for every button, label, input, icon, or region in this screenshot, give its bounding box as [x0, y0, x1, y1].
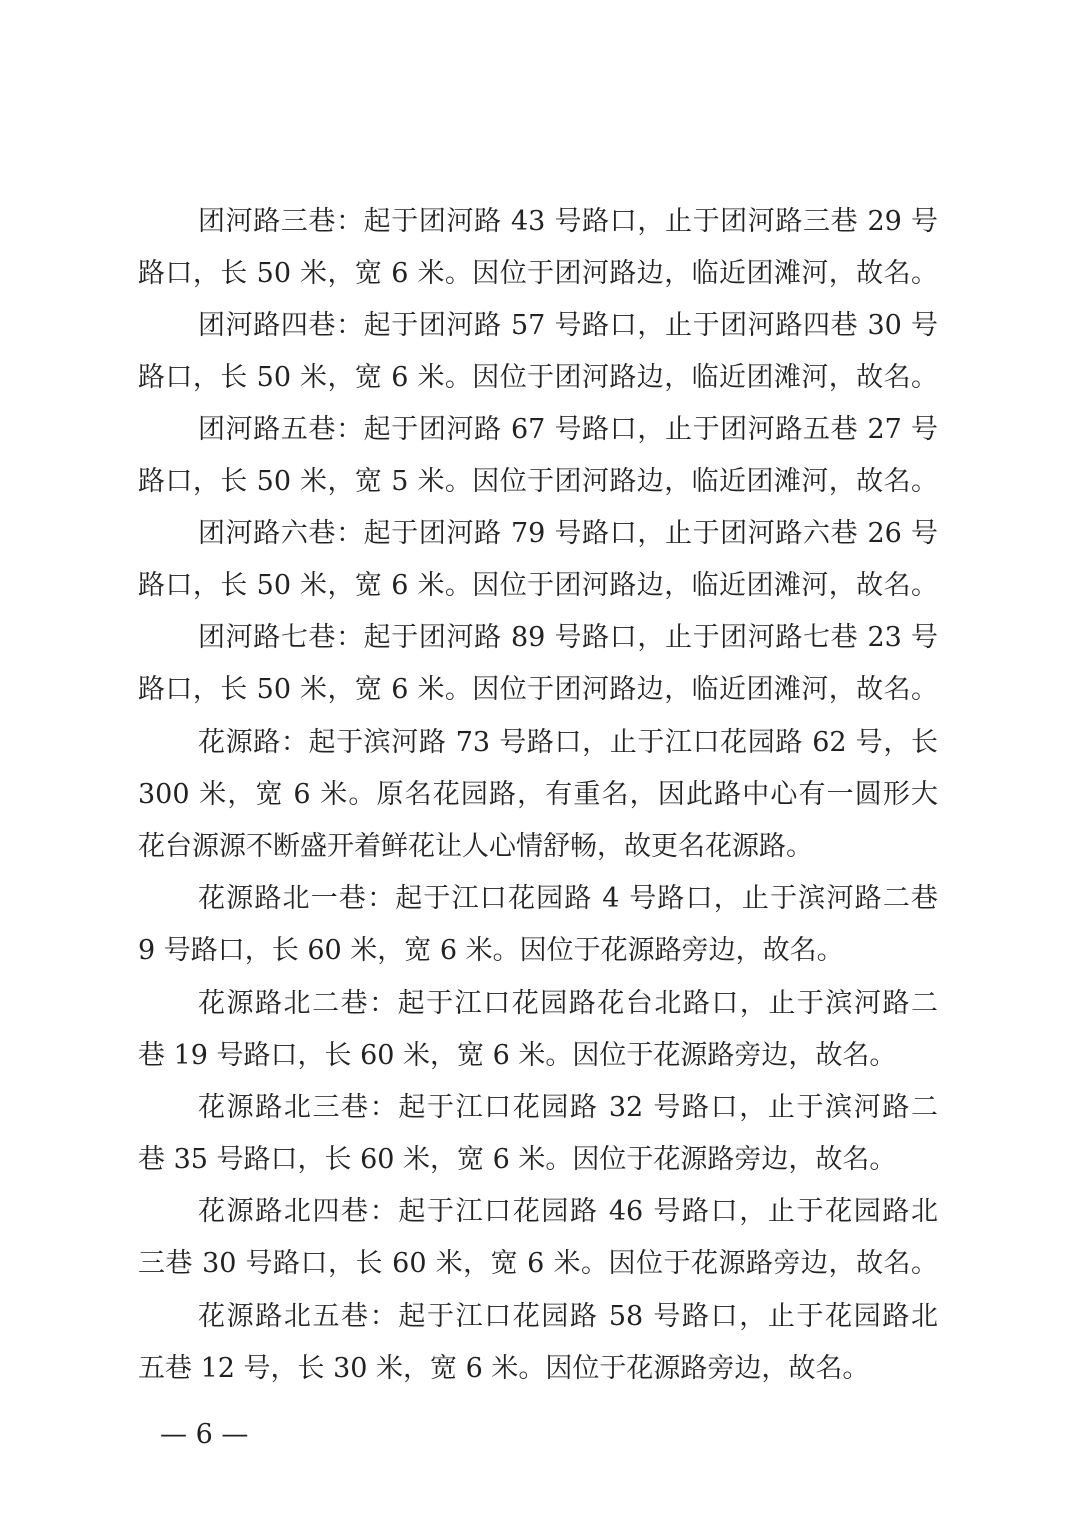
paragraph-line: 团河路三巷：起于团河路 43 号路口，止于团河路三巷 29 号 [198, 206, 938, 237]
paragraph-line: 花源路北三巷：起于江口花园路 32 号路口，止于滨河路二 [198, 1092, 938, 1123]
paragraph-line: 路口，长 50 米，宽 6 米。因位于团河路边，临近团滩河，故名。 [138, 570, 938, 601]
paragraph-line: 花源路：起于滨河路 73 号路口，止于江口花园路 62 号，长 [198, 727, 938, 758]
paragraph-line: 巷 19 号路口，长 60 米，宽 6 米。因位于花源路旁边，故名。 [138, 1040, 897, 1071]
paragraph-line: 路口，长 50 米，宽 6 米。因位于团河路边，临近团滩河，故名。 [138, 258, 938, 289]
paragraph-line: 团河路五巷：起于团河路 67 号路口，止于团河路五巷 27 号 [198, 414, 938, 445]
paragraph-line: 五巷 12 号，长 30 米，宽 6 米。因位于花源路旁边，故名。 [138, 1353, 870, 1384]
paragraph-line: 团河路四巷：起于团河路 57 号路口，止于团河路四巷 30 号 [198, 310, 938, 341]
paragraph-line: 团河路七巷：起于团河路 89 号路口，止于团河路七巷 23 号 [198, 622, 938, 653]
paragraph-line: 300 米，宽 6 米。原名花园路，有重名，因此路中心有一圆形大 [138, 779, 938, 810]
paragraph-line: 团河路六巷：起于团河路 79 号路口，止于团河路六巷 26 号 [198, 518, 938, 549]
paragraph-line: 三巷 30 号路口，长 60 米，宽 6 米。因位于花源路旁边，故名。 [138, 1248, 938, 1279]
paragraph-line: 9 号路口，长 60 米，宽 6 米。因位于花源路旁边，故名。 [138, 935, 844, 966]
page-number: — 6 — [160, 1419, 249, 1450]
paragraph-line: 路口，长 50 米，宽 6 米。因位于团河路边，临近团滩河，故名。 [138, 674, 938, 705]
paragraph-line: 花台源源不断盛开着鲜花让人心情舒畅，故更名花源路。 [138, 831, 813, 862]
paragraph-line: 花源路北五巷：起于江口花园路 58 号路口，止于花园路北 [198, 1301, 938, 1332]
paragraph-line: 花源路北四巷：起于江口花园路 46 号路口，止于花园路北 [198, 1196, 938, 1227]
paragraph-line: 路口，长 50 米，宽 6 米。因位于团河路边，临近团滩河，故名。 [138, 362, 938, 393]
paragraph-line: 巷 35 号路口，长 60 米，宽 6 米。因位于花源路旁边，故名。 [138, 1144, 897, 1175]
paragraph-line: 路口，长 50 米，宽 5 米。因位于团河路边，临近团滩河，故名。 [138, 466, 938, 497]
paragraph-line: 花源路北二巷：起于江口花园路花台北路口，止于滨河路二 [198, 988, 938, 1019]
paragraph-line: 花源路北一巷：起于江口花园路 4 号路口，止于滨河路二巷 [198, 883, 938, 914]
